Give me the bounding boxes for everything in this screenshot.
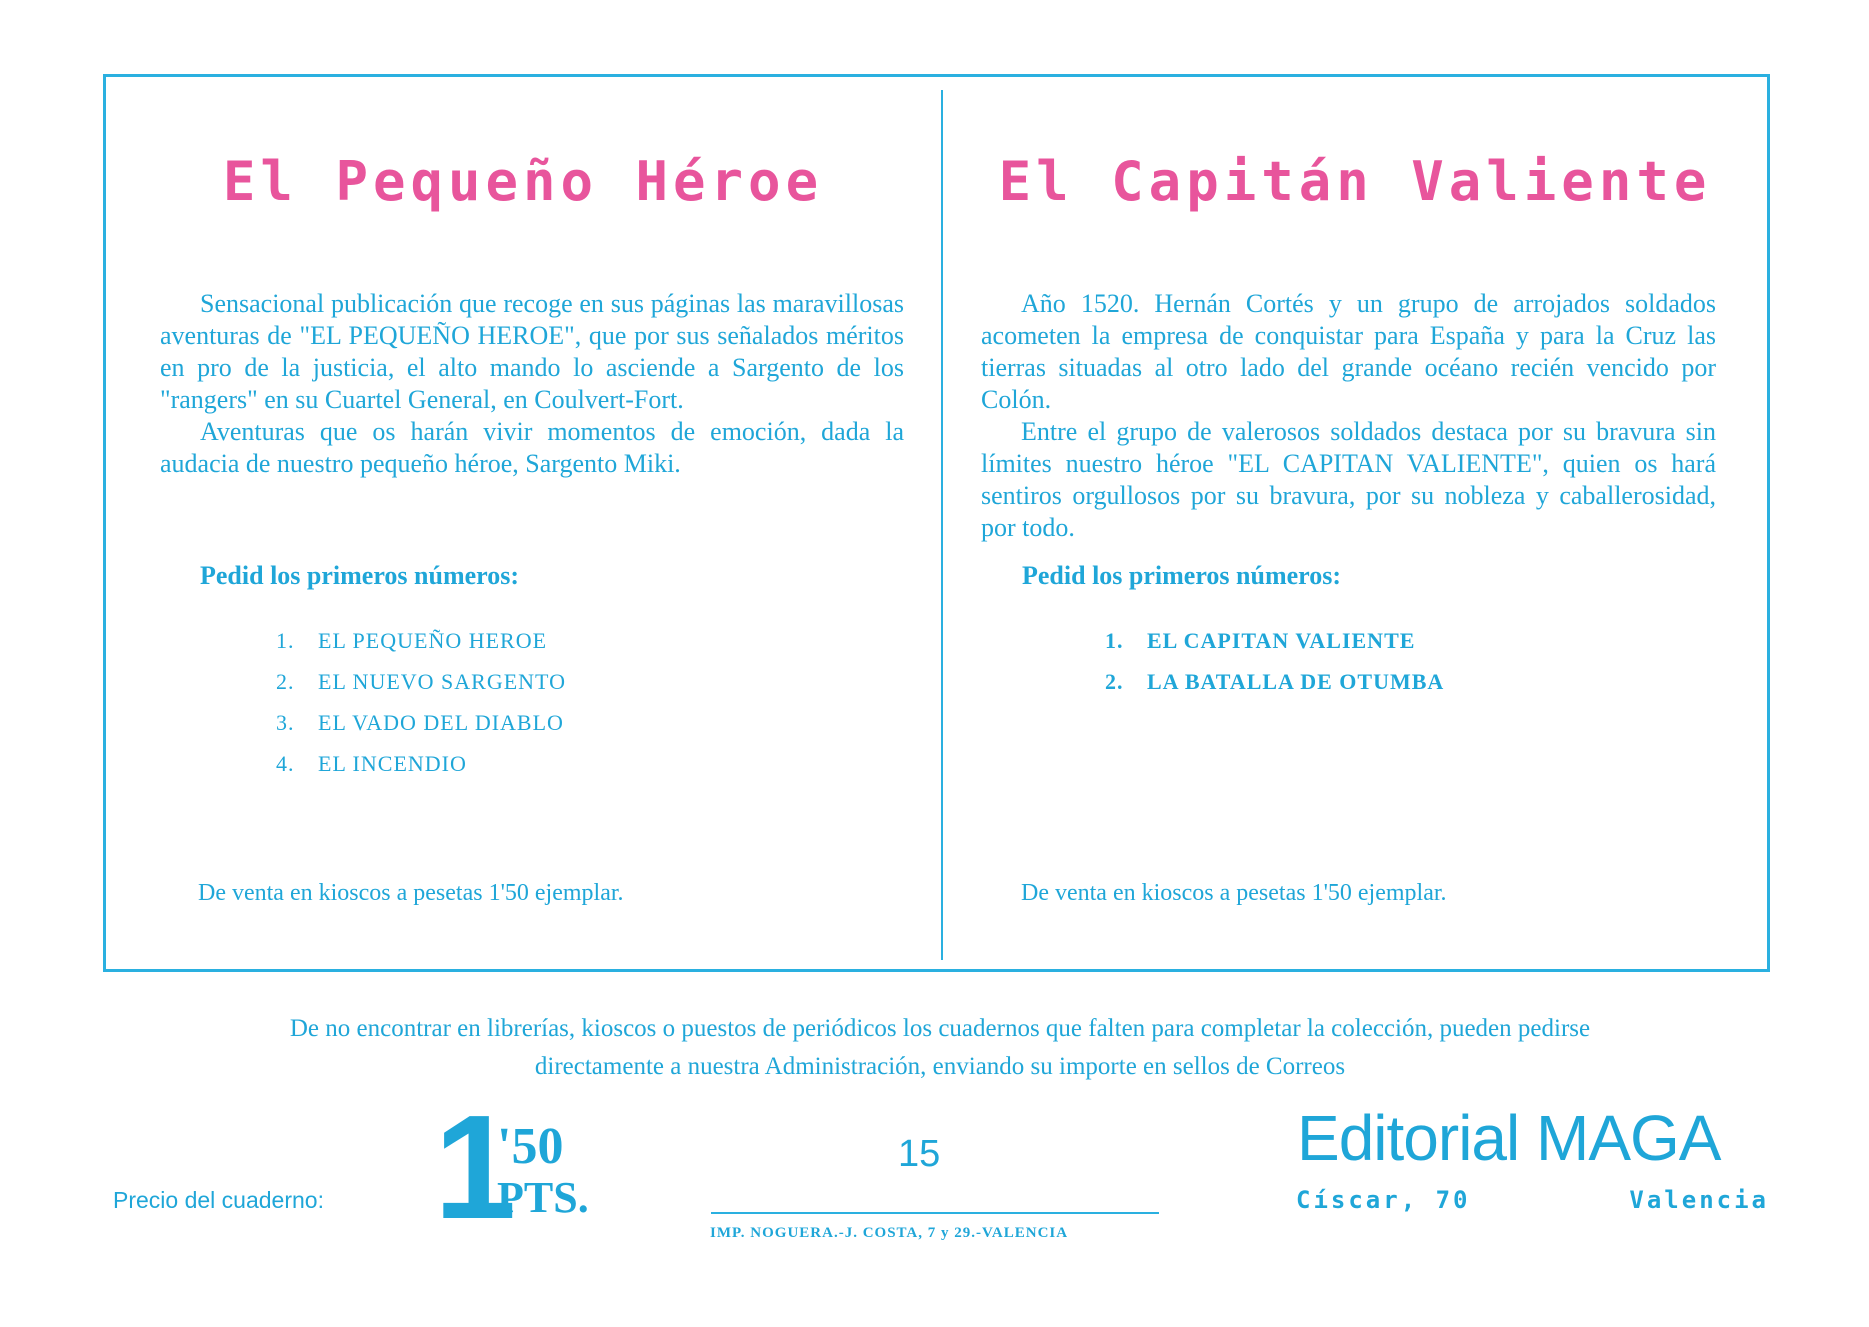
publisher-city: Valencia [1629,1186,1769,1214]
ad-panel-capitan-valiente [943,74,1767,972]
list-item [276,702,566,743]
price-label: Precio del cuaderno: [113,1187,324,1213]
issue-title: LA BATALLA DE OTUMBA [1147,669,1445,694]
price-integer: 1 [434,1085,517,1250]
list-item [1105,661,1444,702]
description-paragraph: Entre el grupo de valerosos soldados destaca por su bravura sin límites nuestro héroe "EL CAPITAN VALIENTE", quien os hará sentiros orgullosos por su bravura, por su nobleza y caballerosidad, por todo. [981,417,1716,542]
description-paragraph: Sensacional publicación que recoge en sus páginas las maravillosas aventuras de "EL PEQUEÑO HEROE", que por sus señalados méritos en pro de la justicia, el alto mando lo asciende a Sargento de los "rangers" en su Cuartel General, en Coulvert-Fort. [160,289,904,414]
issue-number: 1. [276,628,295,653]
order-prompt: Pedid los primeros números: [200,561,519,590]
ordering-notice [95,1010,1785,1086]
list-item [276,743,566,784]
issue-number: 4. [276,751,295,776]
panel-description [981,288,1716,544]
printer-rule [711,1212,1159,1214]
panel-title: El Pequeño Héroe [222,150,824,213]
issue-number: 2. [1105,669,1124,694]
publisher-name: Editorial MAGA [1297,1102,1721,1174]
list-item [276,620,566,661]
printer-imprint: IMP. NOGUERA.-J. COSTA, 7 y 29.-VALENCIA [710,1225,1069,1241]
list-item [276,661,566,702]
panel-title: El Capitán Valiente [998,150,1712,213]
issue-title: EL VADO DEL DIABLO [318,710,564,735]
issue-title: EL PEQUEÑO HEROE [318,628,548,653]
issue-title: EL INCENDIO [318,751,467,776]
issue-title: EL NUEVO SARGENTO [318,669,566,694]
issue-title: EL CAPITAN VALIENTE [1147,628,1416,653]
sale-note: De venta en kioscos a pesetas 1'50 ejemplar. [1021,880,1447,906]
list-item [1105,620,1444,661]
issue-list [1105,620,1444,702]
description-paragraph: Año 1520. Hernán Cortés y un grupo de arrojados soldados acometen la empresa de conquistar para España y para la Cruz las tierras situadas al otro lado del grande océano recién vencido por Colón. [981,289,1716,414]
issue-number: 3. [276,710,295,735]
issue-number: 1. [1105,628,1124,653]
price-unit: PTS. [497,1173,589,1222]
sale-note: De venta en kioscos a pesetas 1'50 ejemplar. [198,880,624,906]
notice-line: De no encontrar en librerías, kioscos o puestos de periódicos los cuadernos que falten para completar la colección, pueden pedirse [289,1015,1591,1042]
issue-number: 2. [276,669,295,694]
order-prompt: Pedid los primeros números: [1022,561,1341,590]
price-decimal: '50 [497,1118,564,1175]
panel-description [160,288,904,480]
ad-panel-pequeno-heroe [106,74,940,972]
page-number: 15 [898,1133,941,1175]
publisher-address [1296,1186,1769,1214]
description-paragraph: Aventuras que os harán vivir momentos de emoción, dada la audacia de nuestro pequeño héroe, Sargento Miki. [160,417,904,478]
notice-line: directamente a nuestra Administración, enviando su importe en sellos de Correos [534,1053,1346,1080]
publisher-street: Císcar, 70 [1296,1186,1471,1214]
issue-list [276,620,566,784]
